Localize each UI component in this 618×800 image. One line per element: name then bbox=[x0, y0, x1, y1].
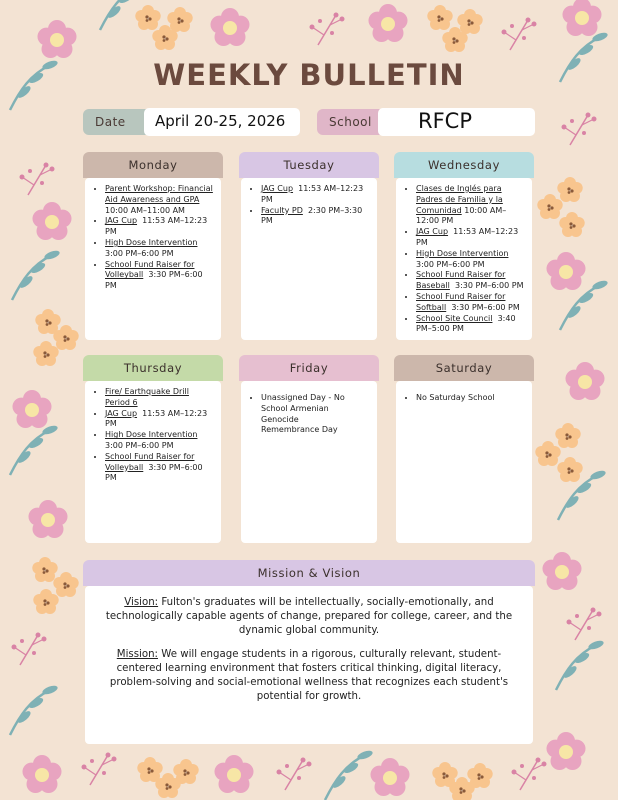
event-time: 3:00 PM–6:00 PM bbox=[105, 440, 174, 450]
event-name[interactable]: Parent Workshop: Financial Aid Awareness and GPA bbox=[105, 184, 213, 204]
event-name[interactable]: JAG Cup bbox=[105, 216, 138, 226]
event-list-wednesday bbox=[402, 184, 526, 335]
mission-vision-section bbox=[83, 560, 535, 744]
mission-paragraph bbox=[95, 648, 523, 704]
day-body-friday bbox=[241, 381, 377, 543]
day-heading-monday: Monday bbox=[83, 152, 223, 178]
event-time: 3:40 PM–5:00 PM bbox=[416, 313, 516, 334]
event-name[interactable]: School Fund Raiser for Softball bbox=[416, 291, 506, 312]
day-card-friday bbox=[239, 355, 379, 543]
event-time: 3:00 PM–6:00 PM bbox=[416, 259, 485, 269]
day-heading-thursday: Thursday bbox=[83, 355, 223, 381]
event-time: 3:00 PM–6:00 PM bbox=[105, 248, 174, 258]
day-heading-friday: Friday bbox=[239, 355, 379, 381]
date-label: Date bbox=[83, 109, 161, 135]
event-time: 10:00 AM–11:00 AM bbox=[105, 205, 185, 215]
list-item bbox=[261, 206, 371, 228]
day-card-tuesday bbox=[239, 152, 379, 340]
event-name[interactable]: School Fund Raiser for Baseball bbox=[416, 270, 506, 291]
event-time: 11:53 AM–12:23 PM bbox=[105, 408, 208, 429]
school-value-box bbox=[378, 108, 535, 136]
event-name[interactable]: School Site Council bbox=[416, 313, 493, 323]
list-item bbox=[416, 270, 526, 292]
event-time: 11:53 AM–12:23 PM bbox=[261, 184, 364, 204]
list-item bbox=[105, 184, 215, 216]
date-value-box bbox=[144, 108, 300, 136]
vision-text: Fulton's graduates will be intellectually, socially-emotionally, and technologically capable agents of change, prepared for college, career, and the dynamic global community. bbox=[105, 597, 513, 636]
mission-text: We will engage students in a rigorous, culturally relevant, student-centered learning environment that fosters critical thinking, digital literacy, problem-solving and social-emotional wellness that recognizes each student's potential for growth. bbox=[109, 649, 509, 702]
list-item: • Unassigned Day - No School Armenian Genocide Remembrance Day bbox=[261, 393, 371, 436]
mission-label: Mission: bbox=[116, 649, 158, 660]
day-body-monday bbox=[85, 178, 221, 340]
event-list-thursday bbox=[91, 387, 215, 484]
day-heading-saturday: Saturday bbox=[394, 355, 534, 381]
school-value: RFCP bbox=[418, 109, 472, 133]
mission-vision-body bbox=[85, 586, 533, 744]
event-time: 11:53 AM–12:23 PM bbox=[416, 227, 519, 247]
event-time: 3:30 PM–6:00 PM bbox=[105, 462, 203, 483]
list-item bbox=[105, 387, 215, 409]
event-name[interactable]: JAG Cup bbox=[416, 227, 449, 237]
day-card-saturday bbox=[394, 355, 534, 543]
list-item bbox=[416, 184, 526, 227]
event-time: 10:00 AM–12:00 PM bbox=[416, 205, 507, 226]
list-item bbox=[416, 249, 526, 271]
list-item bbox=[416, 292, 526, 314]
event-name[interactable]: Clases de Inglés para Padres de Familia y la Comunidad bbox=[416, 184, 503, 215]
note-list-friday bbox=[247, 393, 371, 436]
event-time: 3:30 PM–6:00 PM bbox=[105, 270, 203, 291]
event-name[interactable]: High Dose Intervention bbox=[105, 430, 198, 440]
day-card-thursday bbox=[83, 355, 223, 543]
day-card-wednesday bbox=[394, 152, 534, 340]
event-name[interactable]: JAG Cup bbox=[261, 184, 294, 193]
list-item bbox=[105, 216, 215, 238]
list-item bbox=[105, 260, 215, 292]
event-name[interactable]: High Dose Intervention bbox=[416, 248, 509, 258]
event-list-tuesday bbox=[247, 184, 371, 227]
day-body-tuesday bbox=[241, 178, 377, 340]
list-item: • No Saturday School bbox=[416, 393, 526, 404]
list-item bbox=[105, 238, 215, 260]
event-name[interactable]: School Fund Raiser for Volleyball bbox=[105, 259, 195, 280]
event-name[interactable]: Faculty PD bbox=[261, 205, 303, 215]
list-item bbox=[105, 409, 215, 431]
event-name[interactable]: High Dose Intervention bbox=[105, 237, 198, 247]
event-time: 3:30 PM–6:00 PM bbox=[455, 281, 524, 291]
event-name[interactable]: School Fund Raiser for Volleyball bbox=[105, 451, 195, 472]
vision-paragraph bbox=[95, 596, 523, 638]
event-name[interactable]: Fire/ Earthquake Drill Period 6 bbox=[105, 387, 189, 407]
day-heading-tuesday: Tuesday bbox=[239, 152, 379, 178]
day-body-thursday bbox=[85, 381, 221, 543]
mission-vision-heading: Mission & Vision bbox=[83, 560, 535, 586]
school-label: School bbox=[317, 109, 395, 135]
event-time: 2:30 PM–3:30 PM bbox=[261, 205, 363, 226]
note-list-saturday bbox=[402, 393, 526, 404]
page-title: WEEKLY BULLETIN bbox=[153, 58, 465, 92]
list-item bbox=[416, 227, 526, 249]
day-body-saturday bbox=[396, 381, 532, 543]
date-value: April 20-25, 2026 bbox=[155, 112, 286, 130]
list-item bbox=[261, 184, 371, 206]
day-card-monday bbox=[83, 152, 223, 340]
vision-label: Vision: bbox=[124, 597, 159, 608]
event-list-monday bbox=[91, 184, 215, 292]
list-item bbox=[105, 430, 215, 452]
day-heading-wednesday: Wednesday bbox=[394, 152, 534, 178]
day-body-wednesday bbox=[396, 178, 532, 340]
list-item bbox=[416, 314, 526, 336]
event-name[interactable]: JAG Cup bbox=[105, 408, 138, 418]
event-time: 11:53 AM–12:23 PM bbox=[105, 216, 208, 237]
list-item bbox=[105, 452, 215, 484]
event-time: 3:30 PM–6:00 PM bbox=[451, 302, 520, 312]
